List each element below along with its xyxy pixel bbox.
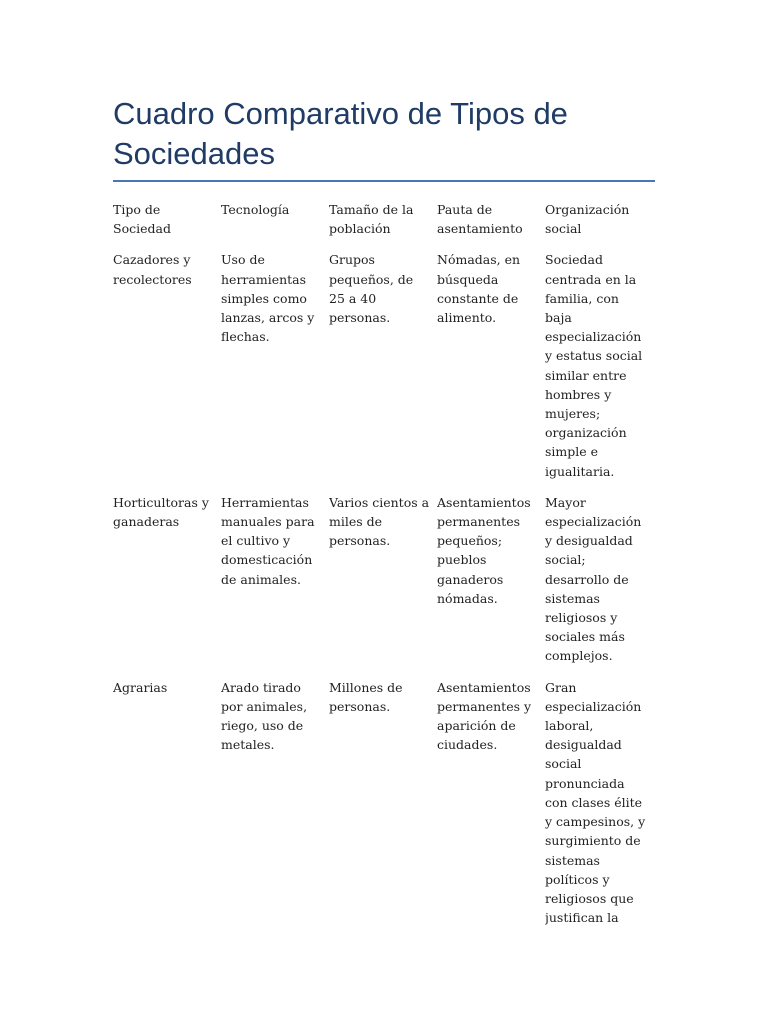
table-cell: Millones de personas. xyxy=(329,679,403,714)
comparison-table xyxy=(113,200,653,939)
table-cell: Grupos pequeños, de 25 a 40 personas. xyxy=(329,252,414,326)
table-cell: Arado tirado por animales, riego, uso de metales. xyxy=(221,679,308,753)
table-cell: Agrarias xyxy=(113,679,168,695)
header-cell-tamano: Tamaño de la población xyxy=(329,202,414,237)
table-cell: Sociedad centrada en la familia, con baja especialización y estatus social similar entre hombres y mujeres; organización simple e igualitaria. xyxy=(545,252,643,479)
table-row xyxy=(113,250,653,492)
table-cell: Cazadores y recolectores xyxy=(113,252,192,287)
page-title: Cuadro Comparativo de Tipos de Sociedades xyxy=(113,96,568,171)
table-cell: Asentamientos permanentes y aparición de ciudades. xyxy=(437,679,532,753)
header-cell-tipo: Tipo de Sociedad xyxy=(113,202,171,237)
table-header-row xyxy=(113,200,653,250)
table-cell: Mayor especialización y desigualdad social; desarrollo de sistemas religiosos y sociales más complejos. xyxy=(545,494,642,664)
table-cell: Asentamientos permanentes pequeños; pueblos ganaderos nómadas. xyxy=(437,494,531,606)
table-cell: Varios cientos a miles de personas. xyxy=(329,494,430,549)
header-cell-organizacion: Organización social xyxy=(545,202,630,237)
table-cell: Uso de herramientas simples como lanzas, arcos y flechas. xyxy=(221,252,315,345)
table-row xyxy=(113,678,653,940)
title-underline xyxy=(113,180,655,182)
header-cell-asentamiento: Pauta de asentamiento xyxy=(437,202,523,237)
table-cell: Horticultoras y ganaderas xyxy=(113,494,209,530)
table-cell: Nómadas, en búsqueda constante de alimento. xyxy=(437,252,521,326)
table-row xyxy=(113,493,653,678)
table-cell: Gran especialización laboral, desigualdad social pronunciada con clases élite y campesinos, y surgimiento de sistemas políticos y religiosos que justifican la xyxy=(545,679,646,926)
table-cell: Herramientas manuales para el cultivo y domesticación de animales. xyxy=(221,494,315,587)
header-cell-tecnologia: Tecnología xyxy=(221,202,290,217)
